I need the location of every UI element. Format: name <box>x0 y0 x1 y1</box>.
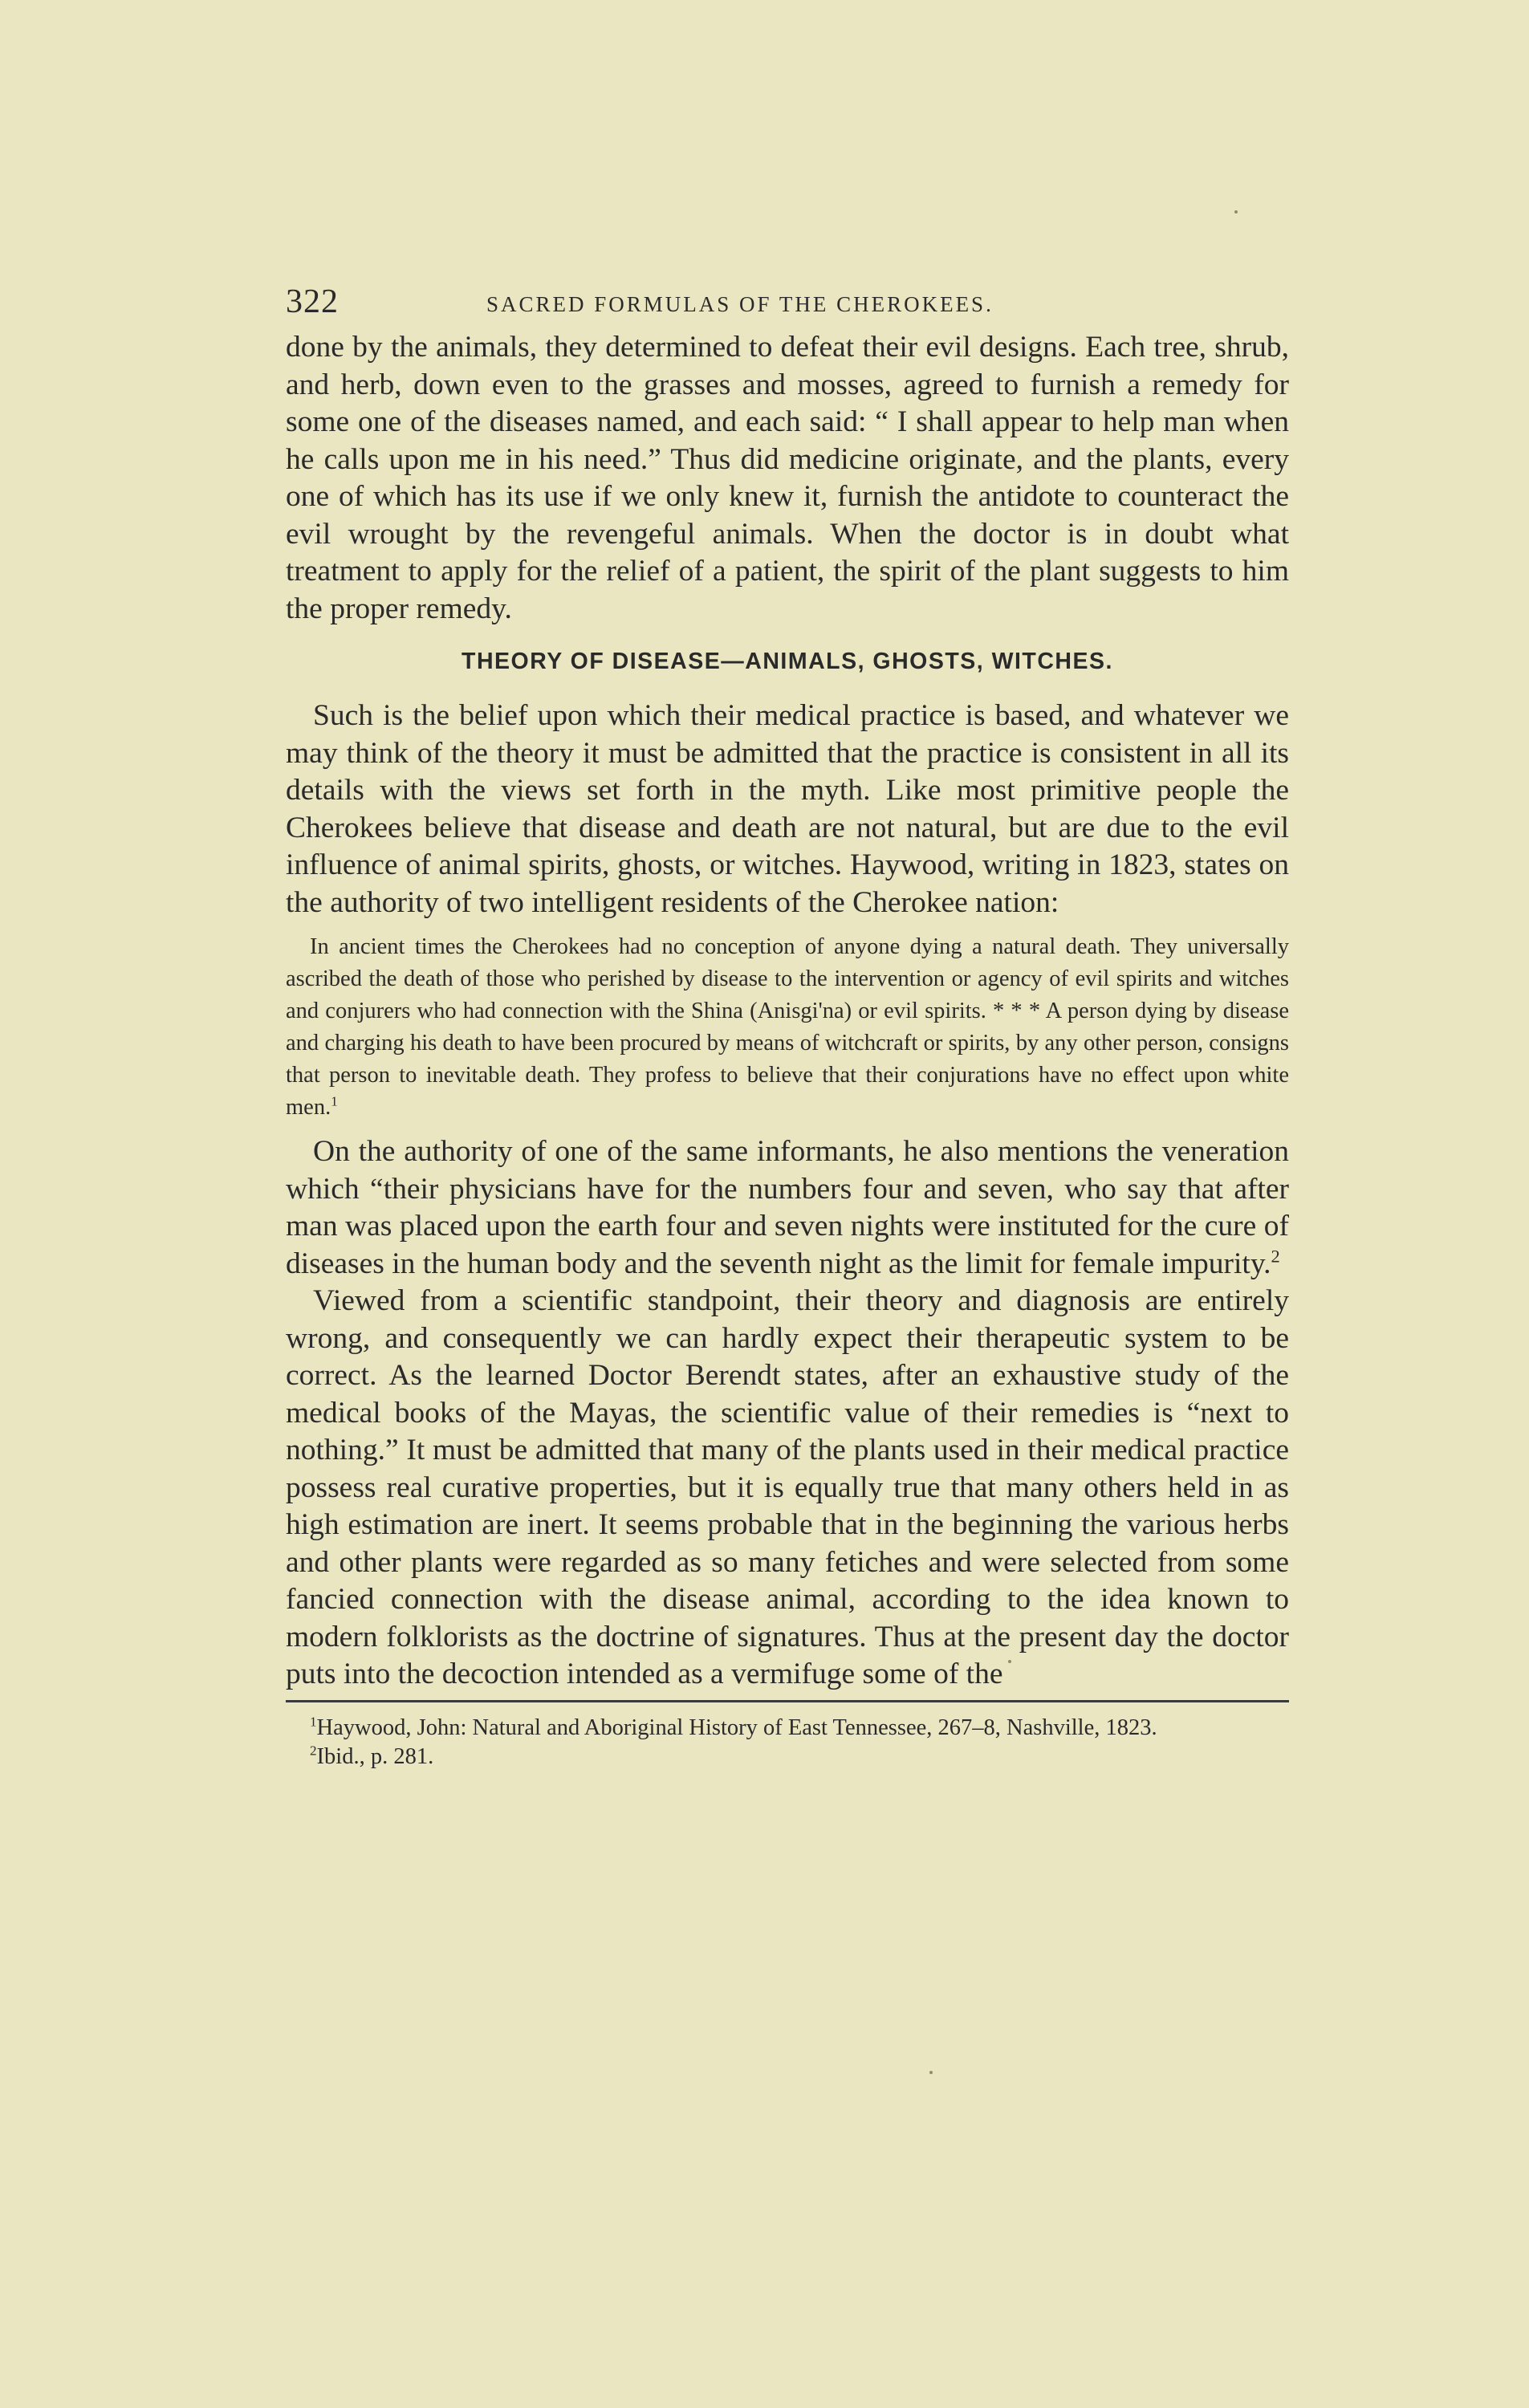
section-heading: THEORY OF DISEASE—ANIMALS, GHOSTS, WITCHES. <box>462 649 1113 674</box>
footnote-1-text: Haywood, John: Natural and Aboriginal History of East Tennessee, 267–8, Nashville, 1823. <box>316 1714 1157 1740</box>
paragraph-1: done by the animals, they determined to defeat their evil designs. Each tree, shrub, and herb, down even to the grasses and mosses, agreed to furnish a remedy for some one of the diseases named, and each said: “ I shall appear to help man when he calls upon me in his need.” Thus did medicine originate, and the plants, every one of which has its use if we only knew it, furnish the antidote to counteract the evil wrought by the revengeful animals. When the doctor is in doubt what treatment to apply for the relief of a patient, the spirit of the plant suggests to him the proper remedy. <box>286 331 1289 625</box>
footnote-2-number: 2 <box>310 1743 317 1758</box>
paper-speck <box>1008 1660 1011 1663</box>
paragraph-4: Viewed from a scientific standpoint, their theory and diagnosis are entirely wrong, and consequently we can hardly expect their therapeutic system to be correct. As the learned Doctor Berendt states, after an exhaustive study of the medical books of the Mayas, the scientific value of their remedies is “next to nothing.” It must be admitted that many of the plants used in their medical practice possess real curative properties, but it is equally true that many others held in as high estimation are inert. It seems probable that in the beginning the various herbs and other plants were regarded as so many fetiches and were selected from some fancied connection with the disease animal, according to the idea known to modern folklorists as the doctrine of signatures. Thus at the present day the doctor puts into the decoction intended as a vermifuge some of the <box>286 1284 1289 1690</box>
footnote-1-number: 1 <box>310 1714 317 1729</box>
running-head <box>286 273 1289 329</box>
page-body <box>286 273 1289 1771</box>
footnote-divider <box>286 1700 1289 1702</box>
page-number: 322 <box>286 283 339 320</box>
paper-speck <box>929 2071 933 2074</box>
paper-speck <box>1234 210 1238 214</box>
footnote-2 <box>286 1743 1289 1771</box>
paragraph-3-text: On the authority of one of the same informants, he also mentions the veneration which “their physicians have for the numbers four and seven, who say that after man was placed upon the earth four and seven nights were instituted for the cure of diseases in the human body and the seventh night as the limit for female impurity. <box>286 1135 1289 1280</box>
footnote-ref-1[interactable]: 1 <box>331 1093 338 1109</box>
paragraph-2: Such is the belief upon which their medical practice is based, and whatever we may think of the theory it must be admitted that the practice is consistent in all its details with the views set forth in the myth. Like most primitive people the Cherokees believe that disease and death are not natural, but are due to the evil influence of animal spirits, ghosts, or witches. Haywood, writing in 1823, states on the authority of two intelligent residents of the Cherokee nation: <box>286 699 1289 919</box>
running-title: SACRED FORMULAS OF THE CHEROKEES. <box>486 292 994 316</box>
paragraph-3 <box>286 1133 1289 1283</box>
block-quote-text: In ancient times the Cherokees had no conception of anyone dying a natural death. They universally ascribed the death of those who perished by disease to the intervention or agency of evil spirits and witches and conjurers who had connection with the Shina (Anisgi'na) or evil spirits. * * * A person dying by disease and charging his death to have been procured by means of witchcraft or spirits, by any other person, consigns that person to inevitable death. They profess to believe that their conjurations have no effect upon white men. <box>286 934 1289 1120</box>
footnote-2-text: Ibid., p. 281. <box>316 1743 434 1769</box>
block-quote <box>286 931 1289 1124</box>
footnote-ref-2[interactable]: 2 <box>1271 1246 1280 1266</box>
footnote-1 <box>286 1714 1289 1743</box>
